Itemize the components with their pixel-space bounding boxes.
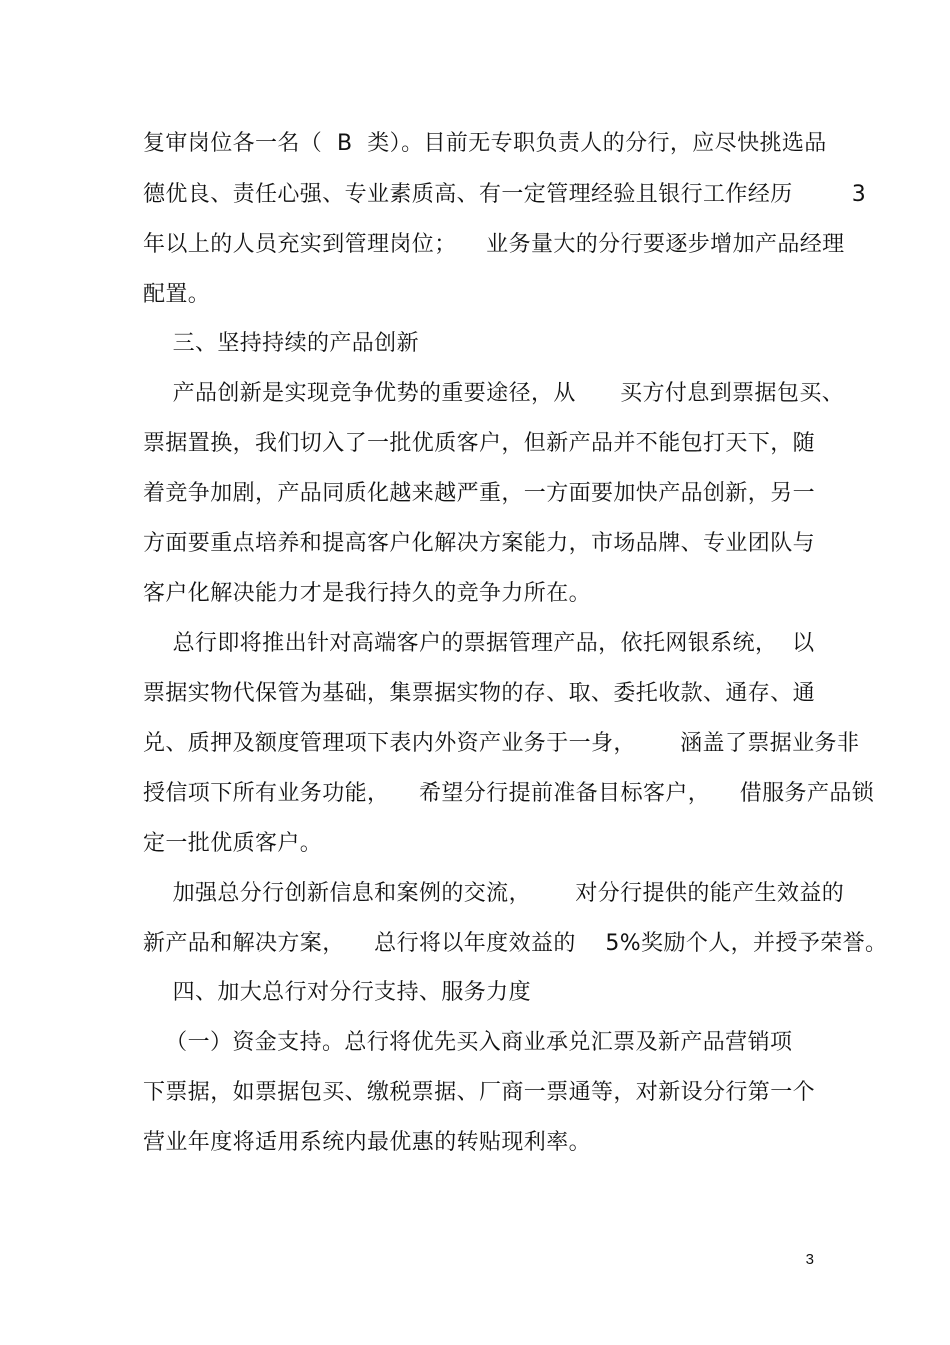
- body-text-line: 票据实物代保管为基础，集票据实物的存、取、委托收款、通存、通: [143, 681, 816, 706]
- section-heading: 三、坚持持续的产品创新: [143, 331, 419, 356]
- body-text-line: 授信项下所有业务功能， 希望分行提前准备目标客户， 借服务产品锁: [143, 781, 875, 806]
- body-text-line: 加强总分行创新信息和案例的交流， 对分行提供的能产生效益的: [143, 881, 845, 906]
- body-text-line: 营业年度将适用系统内最优惠的转贴现利率。: [143, 1130, 592, 1155]
- body-text-line: 复审岗位各一名（ B 类）。目前无专职负责人的分行，应尽快挑选品: [143, 131, 827, 156]
- body-text-line: 产品创新是实现竞争优势的重要途径，从 买方付息到票据包买、: [143, 381, 845, 406]
- page-number: 3: [805, 1251, 814, 1268]
- body-text-line: 总行即将推出针对高端客户的票据管理产品，依托网银系统， 以: [143, 631, 815, 656]
- body-text-line: 客户化解决能力才是我行持久的竞争力所在。: [143, 581, 592, 606]
- body-text-line: 票据置换，我们切入了一批优质客户，但新产品并不能包打天下，随: [143, 431, 816, 456]
- body-text-line: 定一批优质客户。: [143, 831, 323, 856]
- body-text-line: 年以上的人员充实到管理岗位； 业务量大的分行要逐步增加产品经理: [143, 232, 845, 257]
- body-text-line: （一）资金支持。总行将优先买入商业承兑汇票及新产品营销项: [143, 1030, 793, 1055]
- body-text-line: 配置。: [143, 282, 211, 307]
- body-text-line: 着竞争加剧，产品同质化越来越严重，一方面要加快产品创新，另一: [143, 481, 816, 506]
- section-heading: 四、加大总行对分行支持、服务力度: [143, 980, 531, 1005]
- body-text-line: 下票据，如票据包买、缴税票据、厂商一票通等，对新设分行第一个: [143, 1080, 816, 1105]
- body-text-line: 方面要重点培养和提高客户化解决方案能力，市场品牌、专业团队与: [143, 531, 816, 556]
- body-text-line: 德优良、责任心强、专业素质高、有一定管理经验且银行工作经历 3: [143, 182, 867, 207]
- body-text-line: 兑、质押及额度管理项下表内外资产业务于一身， 涵盖了票据业务非: [143, 731, 860, 756]
- body-text-line: 新产品和解决方案， 总行将以年度效益的 5%奖励个人，并授予荣誉。: [143, 931, 888, 956]
